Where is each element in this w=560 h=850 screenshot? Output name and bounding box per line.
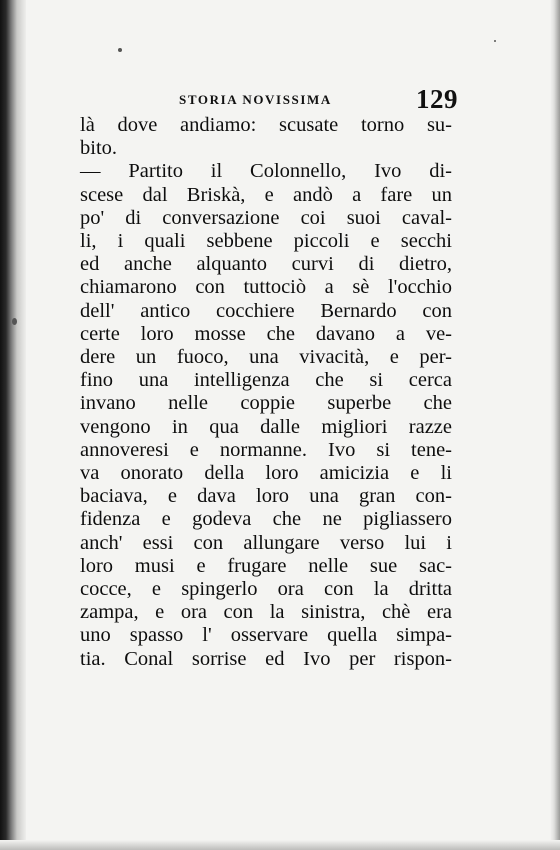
text-line: scese dal Briskà, e andò a fare un [80,183,452,206]
ink-speck [118,48,122,52]
text-line: zampa, e ora con la sinistra, chè era [80,601,452,624]
ink-speck [12,318,17,325]
text-line: cocce, e spingerlo ora con la dritta [80,578,452,601]
text-line: certe loro mosse che davano a ve- [80,322,452,345]
text-line: anch' essi con allungare verso lui i [80,531,452,554]
text-line: fino una intelligenza che si cerca [80,369,452,392]
text-line: uno spasso l' osservare quella simpa- [80,624,452,647]
text-line: chiamarono con tuttociò a sè l'occhio [80,276,452,299]
text-line: li, i quali sebbene piccoli e secchi [80,230,452,253]
text-line: ed anche alquanto curvi di dietro, [80,253,452,276]
text-line: po' di conversazione coi suoi caval- [80,206,452,229]
body-text [80,114,452,671]
text-line: baciava, e dava loro una gran con- [80,485,452,508]
text-line: dere un fuoco, una vivacità, e per- [80,346,452,369]
text-line: bito. [80,137,118,160]
text-line: invano nelle coppie superbe che [80,392,452,415]
text-line: loro musi e frugare nelle sue sac- [80,554,452,577]
ink-speck [494,40,496,42]
text-line: dell' antico cocchiere Bernardo con [80,299,452,322]
text-line: annoveresi e normanne. Ivo si tene- [80,438,452,461]
text-line: vengono in qua dalle migliori razze [80,415,452,438]
page-number: 129 [416,84,458,114]
text-line: tia. Conal sorrise ed Ivo per rispon- [80,647,452,670]
text-line: — Partito il Colonnello, Ivo di- [80,160,452,183]
text-line: là dove andiamo: scusate torno su- [80,114,452,136]
text-line: va onorato della loro amicizia e li [80,462,452,485]
page-bottom-edge [0,840,560,850]
running-title: STORIA NOVISSIMA [179,92,332,107]
text-line: fidenza e godeva che ne pigliassero [80,508,452,531]
page-right-edge [550,0,560,850]
binding-shadow [0,0,26,850]
